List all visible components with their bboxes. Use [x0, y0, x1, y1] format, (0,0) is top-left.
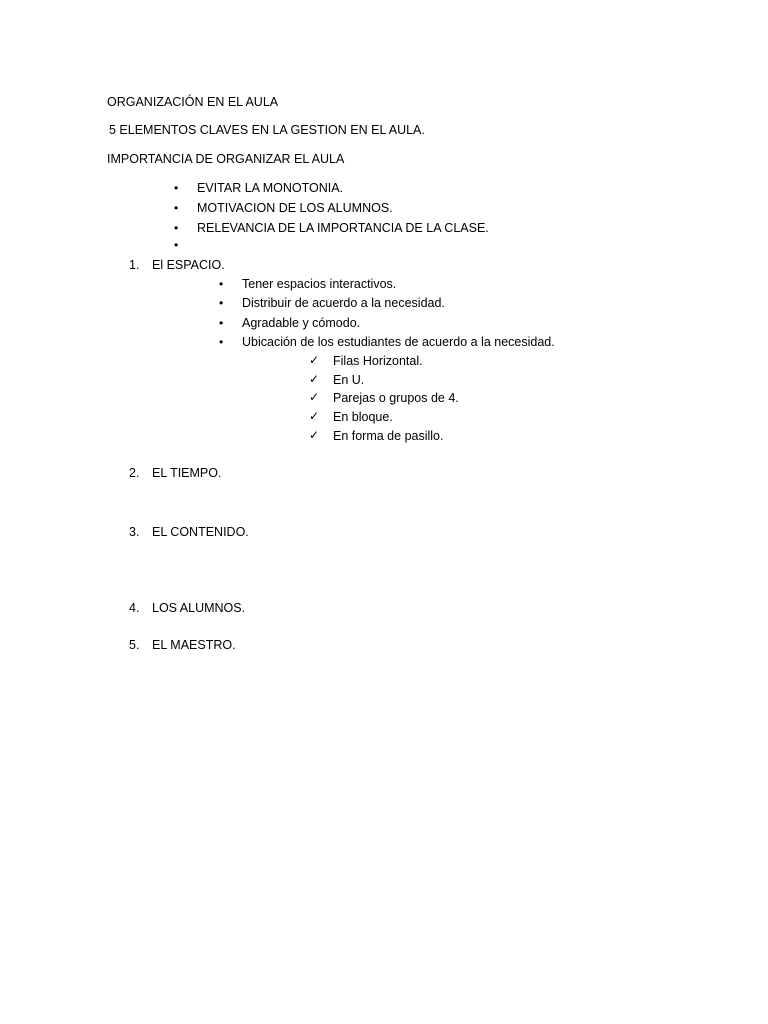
element-label-contenido: EL CONTENIDO. — [152, 525, 249, 539]
seating-option: Parejas o grupos de 4. — [333, 391, 459, 405]
space-item: Ubicación de los estudiantes de acuerdo a la necesidad. — [242, 335, 555, 349]
bullet-icon: • — [219, 277, 224, 291]
element-label-alumnos: LOS ALUMNOS. — [152, 601, 246, 615]
bullet-icon: • — [174, 201, 179, 215]
checkmark-icon: ✓ — [309, 409, 320, 423]
bullet-icon: • — [174, 181, 179, 195]
element-label-espacio: El ESPACIO. — [152, 258, 225, 272]
list-number: 4. — [129, 601, 140, 615]
list-number: 1. — [129, 258, 140, 272]
importance-item: RELEVANCIA DE LA IMPORTANCIA DE LA CLASE. — [197, 221, 489, 235]
space-item: Agradable y cómodo. — [242, 316, 361, 330]
checkmark-icon: ✓ — [309, 390, 320, 404]
list-number: 3. — [129, 525, 140, 539]
section-heading-elements: 5 ELEMENTOS CLAVES EN LA GESTION EN EL AULA. — [109, 123, 425, 137]
list-number: 2. — [129, 466, 140, 480]
element-label-maestro: EL MAESTRO. — [152, 638, 236, 652]
checkmark-icon: ✓ — [309, 353, 320, 367]
element-label-tiempo: EL TIEMPO. — [152, 466, 222, 480]
bullet-icon: • — [219, 296, 224, 310]
list-number: 5. — [129, 638, 140, 652]
seating-option: En forma de pasillo. — [333, 429, 444, 443]
bullet-icon: • — [219, 335, 224, 349]
seating-option: En U. — [333, 373, 365, 387]
section-heading-importance: IMPORTANCIA DE ORGANIZAR EL AULA — [107, 152, 345, 166]
bullet-icon: • — [174, 221, 179, 235]
space-item: Tener espacios interactivos. — [242, 277, 397, 291]
seating-option: Filas Horizontal. — [333, 354, 423, 368]
bullet-icon: • — [219, 316, 224, 330]
checkmark-icon: ✓ — [309, 428, 320, 442]
space-item: Distribuir de acuerdo a la necesidad. — [242, 296, 445, 310]
importance-item: MOTIVACION DE LOS ALUMNOS. — [197, 201, 393, 215]
importance-item: EVITAR LA MONOTONIA. — [197, 181, 344, 195]
document-title: ORGANIZACIÓN EN EL AULA — [107, 95, 279, 109]
checkmark-icon: ✓ — [309, 372, 320, 386]
seating-option: En bloque. — [333, 410, 393, 424]
bullet-icon: • — [174, 238, 179, 252]
